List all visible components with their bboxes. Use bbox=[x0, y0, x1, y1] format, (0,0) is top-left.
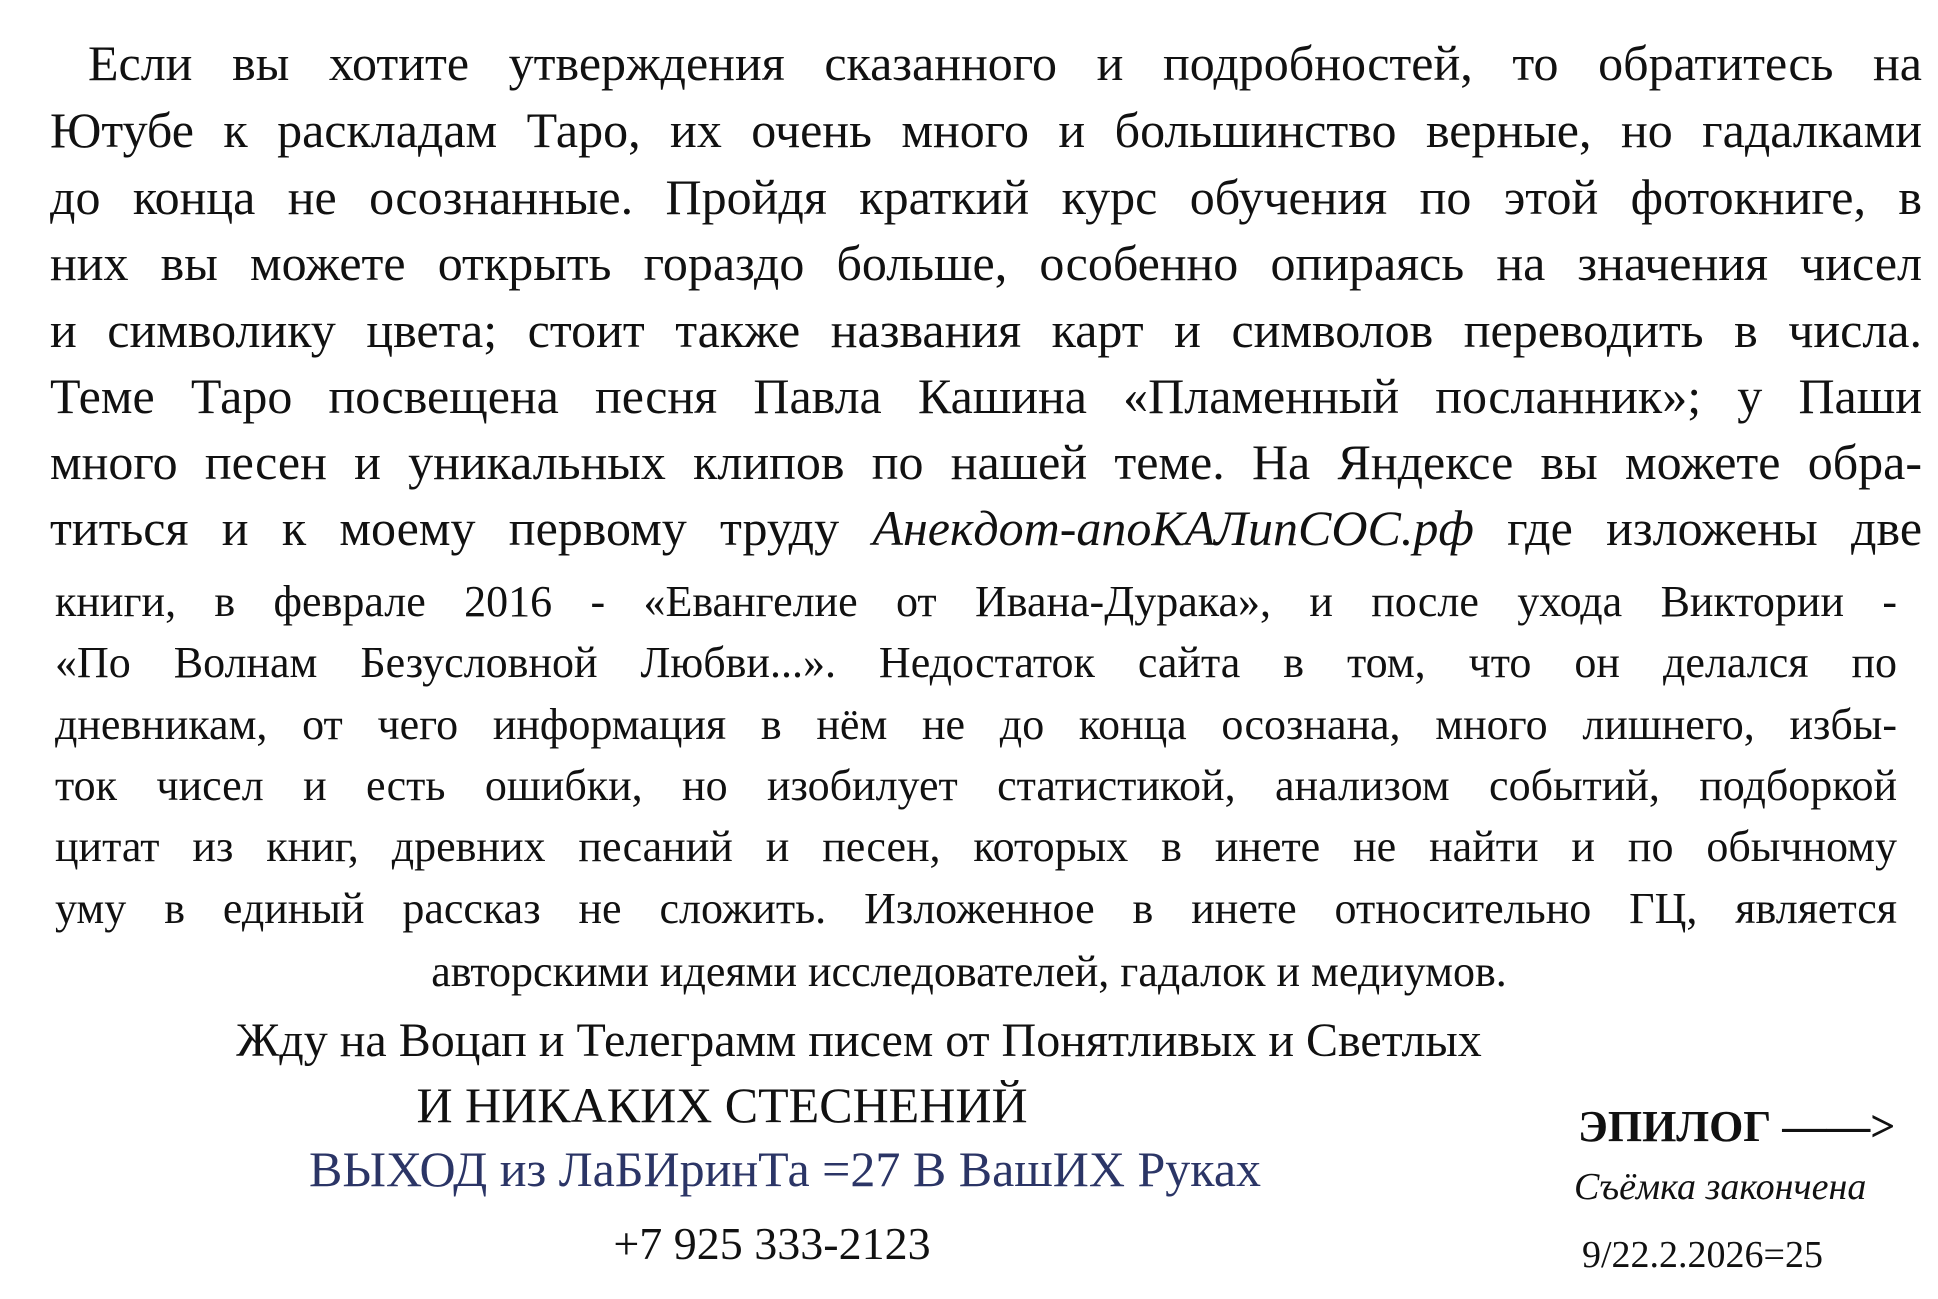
epilog-title: ЭПИЛОГ bbox=[1578, 1102, 1772, 1151]
text-line: уму в единый рассказ не сложить. Изложенное в инете относительно ГЦ, является bbox=[55, 884, 1897, 933]
text-line: книги, в феврале 2016 - «Евангелие от Ивана-Дурака», и после ухода Виктории - bbox=[55, 577, 1897, 626]
text-line: до конца не осознанные. Пройдя краткий курс обучения по этой фотокниге, в bbox=[50, 169, 1922, 225]
epilog-heading bbox=[1578, 1102, 1896, 1151]
text-line: ток чисел и есть ошибки, но изобилует статистикой, анализом событий, подборкой bbox=[55, 761, 1897, 810]
text-line: дневникам, от чего информация в нём не до конца осознана, много лишнего, избы- bbox=[55, 700, 1897, 749]
text-line-with-site bbox=[50, 500, 1923, 556]
text-line: «По Волнам Безусловной Любви...». Недостаток сайта в том, что он делался по bbox=[55, 638, 1897, 687]
wait-messages-line: Жду на Воцап и Телеграмм писем от Понятливых и Светлых bbox=[236, 1014, 1482, 1067]
text-line: них вы можете открыть гораздо больше, особенно опираясь на значения чисел bbox=[50, 235, 1922, 291]
text-line: Теме Таро посвещена песня Павла Кашина «Пламенный посланник»; у Паши bbox=[50, 368, 1922, 424]
exit-labyrinth-line: ВЫХОД из ЛаБИринТа =27 В ВашИХ Руках bbox=[308, 1141, 1262, 1197]
phone-number[interactable]: +7 925 333-2123 bbox=[613, 1218, 931, 1269]
text-segment: где изложены две bbox=[1507, 500, 1923, 556]
no-shyness-line: И НИКАКИХ СТЕСНЕНИЙ bbox=[416, 1077, 1028, 1133]
text-line: и символику цвета; стоит также названия карт и символов переводить в числа. bbox=[50, 302, 1922, 358]
site-name-link[interactable]: Анекдот-апоКАЛипСОС.рф bbox=[872, 500, 1474, 556]
epilog-subtitle: Съёмка закончена bbox=[1574, 1166, 1867, 1208]
text-line: Ютубе к раскладам Таро, их очень много и большинство верные, но гадалками bbox=[50, 102, 1922, 158]
text-line-centered: авторскими идеями исследователей, гадалок и медиумов. bbox=[431, 947, 1507, 996]
text-line: много песен и уникальных клипов по нашей теме. На Яндексе вы можете обра- bbox=[50, 434, 1922, 490]
epilog-date: 9/22.2.2026=25 bbox=[1582, 1234, 1823, 1276]
arrow-right-icon: ——> bbox=[1782, 1102, 1896, 1151]
text-line: Если вы хотите утверждения сказанного и подробностей, то обратитесь на bbox=[88, 35, 1922, 91]
text-segment: титься и к моему первому труду bbox=[50, 500, 840, 556]
text-line: цитат из книг, древних песаний и песен, которых в инете не найти и по обычному bbox=[55, 822, 1897, 871]
